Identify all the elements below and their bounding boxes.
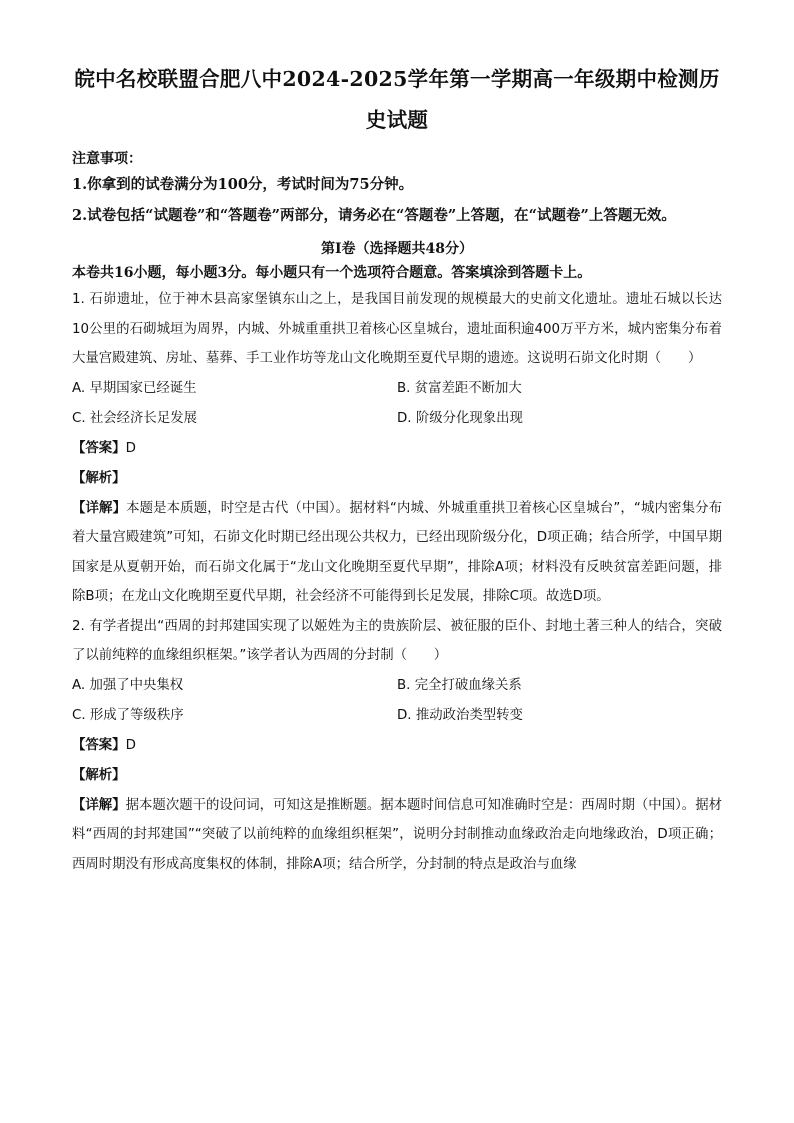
option-a: A. 早期国家已经诞生 bbox=[72, 380, 197, 396]
section-heading: 第Ⅰ卷（选择题共48分） bbox=[320, 241, 474, 257]
exam-title bbox=[72, 62, 722, 137]
question-2 bbox=[72, 612, 722, 880]
detail-tag: 【详解】 bbox=[72, 797, 126, 813]
option-d: D. 推动政治类型转变 bbox=[397, 707, 523, 723]
question-options bbox=[72, 374, 722, 434]
answer-value: D bbox=[125, 737, 136, 753]
detail-text: 据本题次题干的设问词，可知这是推断题。据本题时间信息可知准确时空是：西周时期（中国）。据材料“西周的封邦建国”“突破了以前纯粹的血缘组织框架”，说明分封制推动血缘政治走向地缘政治，D项正确；西周时期没有形成高度集权的体制，排除A项；结合所学，分封制的特点是政治与血缘 bbox=[72, 797, 722, 872]
exam-page bbox=[72, 62, 722, 879]
exam-title-line2: 史试题 bbox=[365, 108, 429, 132]
question-stem: 2. 有学者提出“西周的封邦建国实现了以姬姓为主的贵族阶层、被征服的臣仆、封地土著三种人的结合，突破了以前纯粹的血缘组织框架。”该学者认为西周的分封制（ ） bbox=[72, 618, 722, 663]
answer-value: D bbox=[125, 440, 136, 456]
answer-line bbox=[72, 434, 722, 464]
detail-paragraph bbox=[72, 791, 722, 880]
detail-tag: 【详解】 bbox=[72, 500, 127, 516]
option-d: D. 阶级分化现象出现 bbox=[397, 410, 523, 426]
analysis-line bbox=[72, 464, 722, 494]
analysis-line bbox=[72, 761, 722, 791]
option-c: C. 形成了等级秩序 bbox=[72, 707, 184, 723]
question-options bbox=[72, 671, 722, 731]
section-description: 本卷共16小题，每小题3分。每小题只有一个选项符合题意。答案填涂到答题卡上。 bbox=[72, 265, 592, 281]
answer-line bbox=[72, 731, 722, 761]
exam-title-line1: 皖中名校联盟合肥八中2024-2025学年第一学期高一年级期中检测历 bbox=[74, 67, 720, 91]
answer-tag: 【答案】 bbox=[72, 737, 126, 753]
notice-item-1: 1.你拿到的试卷满分为100分，考试时间为75分钟。 bbox=[72, 176, 414, 193]
analysis-tag: 【解析】 bbox=[72, 767, 126, 783]
detail-paragraph bbox=[72, 494, 722, 612]
analysis-tag: 【解析】 bbox=[72, 470, 126, 486]
option-b: B. 完全打破血缘关系 bbox=[397, 677, 522, 693]
question-stem: 1. 石峁遗址，位于神木县高家堡镇东山之上，是我国目前发现的规模最大的史前文化遗址。遗址石城以长达10公里的石砌城垣为周界，内城、外城重重拱卫着核心区皇城台，遗址面积逾400万平方米，城内密集分布着大量宫殿建筑、房址、墓葬、手工业作坊等龙山文化晚期至夏代早期的遗迹。这说明石峁文化时期（ ） bbox=[72, 292, 722, 366]
option-c: C. 社会经济长足发展 bbox=[72, 410, 197, 426]
detail-text: 本题是本质题，时空是古代（中国）。据材料“内城、外城重重拱卫着核心区皇城台”，“城内密集分布着大量宫殿建筑”可知，石峁文化时期已经出现公共权力，已经出现阶级分化，D项正确；结合所学，中国早期国家是从夏朝开始，而石峁文化属于“龙山文化晚期至夏代早期”，排除A项；材料没有反映贫富差距问题，排除B项；在龙山文化晚期至夏代早期，社会经济不可能得到长足发展，排除C项。故选D项。 bbox=[72, 500, 723, 604]
notice-item-2: 2.试卷包括“试题卷”和“答题卷”两部分，请务必在“答题卷”上答题，在“试题卷”上答题无效。 bbox=[72, 207, 676, 224]
question-1 bbox=[72, 285, 722, 612]
option-b: B. 贫富差距不断加大 bbox=[397, 380, 522, 396]
answer-tag: 【答案】 bbox=[72, 440, 126, 456]
option-a: A. 加强了中央集权 bbox=[72, 677, 184, 693]
notice-heading: 注意事项： bbox=[72, 151, 142, 167]
